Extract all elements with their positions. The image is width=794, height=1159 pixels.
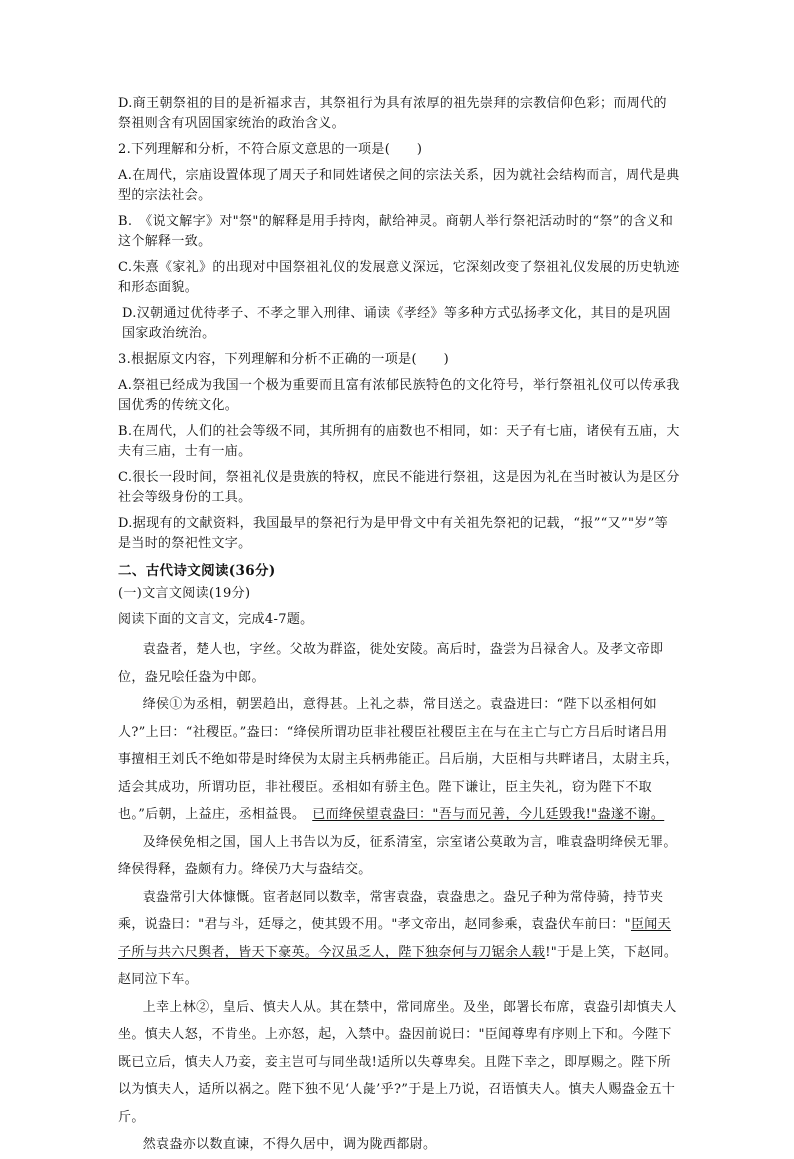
q3-option-d: D.据现有的文献资料，我国最早的祭祀行为是甲骨文中有关祖先祭祀的记载，“报”“又”"岁”等是当时的祭祀性文字。 bbox=[118, 516, 669, 551]
passage-paragraph-2 bbox=[118, 691, 680, 829]
q3-stem: 3.根据原文内容，下列理解和分析不正确的一项是( ) bbox=[118, 352, 449, 367]
reading-instruction: 阅读下面的文言文，完成4-7题。 bbox=[118, 612, 314, 627]
passage-paragraph-4 bbox=[118, 884, 680, 994]
q3-option-c: C.很长一段时间，祭祖礼仪是贵族的特权，庶民不能进行祭祖，这是因为礼在当时被认为是区分社会等级身份的工具。 bbox=[118, 470, 680, 505]
q2-option-b: B. 《说文解字》对"祭"的解释是用手持肉，献给神灵。商朝人举行祭祀活动时的“祭”的含义和这个解释一致。 bbox=[118, 214, 674, 249]
passage-paragraph-3: 及绛侯免相之国，国人上书告以为反，征系清室，宗室诸公莫敢为言，唯袁盎明绛侯无罪。绛侯得释，盎颇有力。绛侯乃大与盎结交。 bbox=[118, 834, 677, 877]
q2-option-a: A.在周代，宗庙设置体现了周天子和同姓诸侯之间的宗法关系，因为就社会结构而言，周代是典型的宗法社会。 bbox=[118, 168, 680, 203]
passage-paragraph-5: 上幸上林②，皇后、慎夫人从。其在禁中，常同席坐。及坐，郎署长布席，袁盎引却慎夫人坐。慎夫人怒，不肯坐。上亦怒，起，入禁中。盎因前说曰："臣闻尊卑有序则上下和。今陛下既已立后，慎夫人乃妾，妾主岂可与同坐哉!适所以失尊卑矣。且陛下幸之，即厚赐之。陛下所以为慎夫人，适所以祸之。陛下独不见‘人彘’乎?”于是上乃说，召语慎夫人。慎夫人赐盎金五十斤。 bbox=[118, 999, 677, 1125]
q1-option-d: D.商王朝祭祖的目的是祈福求吉，其祭祖行为具有浓厚的祖先崇拜的宗教信仰色彩；而周代的祭祖则含有巩固国家统治的政治含义。 bbox=[118, 96, 667, 131]
paragraph-2-text: 绛侯①为丞相，朝罢趋出，意得甚。上礼之恭，常目送之。袁盎进曰：“陛下以丞相何如人?”上曰：“社稷臣。”盎曰：“绛侯所谓功臣非社稷臣社稷臣主在与在主亡与亡方吕后时诸吕用事擅相王刘氏不绝如带是时绛侯为太尉主兵柄弗能正。吕后崩，大臣相与共畔诸吕，太尉主兵，适会其成功，所谓功臣，非社稷臣。丞相如有骄主色。陛下谦让，臣主失礼，窃为陛下不取也。”后朝，上益庄，丞相益畏。 bbox=[118, 697, 679, 822]
paragraph-4-text-before: 袁盎常引大体慷慨。宦者赵同以数幸，常害袁盎，袁盎患之。盎兄子种为常侍骑，持节夹乘，说盎曰："君与斗，廷辱之，使其毁不用。"孝文帝出，赵同参乘，袁盎伏车前曰：" bbox=[118, 889, 664, 932]
q2-option-d: D.汉朝通过优待孝子、不孝之罪入刑律、诵读《孝经》等多种方式弘扬孝文化，其目的是巩固国家政治统治。 bbox=[122, 306, 671, 341]
q3-option-b: B.在周代，人们的社会等级不同，其所拥有的庙数也不相同，如：天子有七庙，诸侯有五庙，大夫有三庙，士有一庙。 bbox=[118, 424, 680, 459]
underlined-sentence-1: 已而绛侯望袁盎曰："吾与而兄善，今儿廷毁我!"盎遂不谢。 bbox=[312, 807, 665, 822]
exam-page bbox=[118, 94, 680, 1159]
paragraph-4-text-after: !"于是上笑，下赵同。赵同泣下车。 bbox=[118, 944, 678, 987]
q2-stem: 2.下列理解和分析，不符合原文意思的一项是( ) bbox=[118, 142, 423, 157]
subsection-title: (一)文言文阅读(19分) bbox=[118, 586, 251, 601]
q2-option-c: C.朱熹《家礼》的出现对中国祭祖礼仪的发展意义深远，它深刻改变了祭祖礼仪发展的历史轨迹和形态面貌。 bbox=[118, 260, 680, 295]
passage-paragraph-6: 然袁盎亦以数直谏，不得久居中，调为陇西都尉。 bbox=[142, 1137, 437, 1152]
passage-paragraph-1: 袁盎者，楚人也，字丝。父故为群盗，徙处安陵。高后时，盎尝为吕禄舍人。及孝文帝即位，盎兄哙任盎为中郎。 bbox=[118, 642, 664, 685]
q3-option-a: A.祭祖已经成为我国一个极为重要而且富有浓郁民族特色的文化符号，举行祭祖礼仪可以传承我国优秀的传统文化。 bbox=[118, 378, 680, 413]
underlined-sentence-2: 臣闻天子所与共六尺舆者，皆天下豪英。今汉虽乏人，陛下独奈何与刀锯余人载 bbox=[118, 917, 672, 960]
section-title: 二、古代诗文阅读(36分) bbox=[118, 563, 276, 579]
